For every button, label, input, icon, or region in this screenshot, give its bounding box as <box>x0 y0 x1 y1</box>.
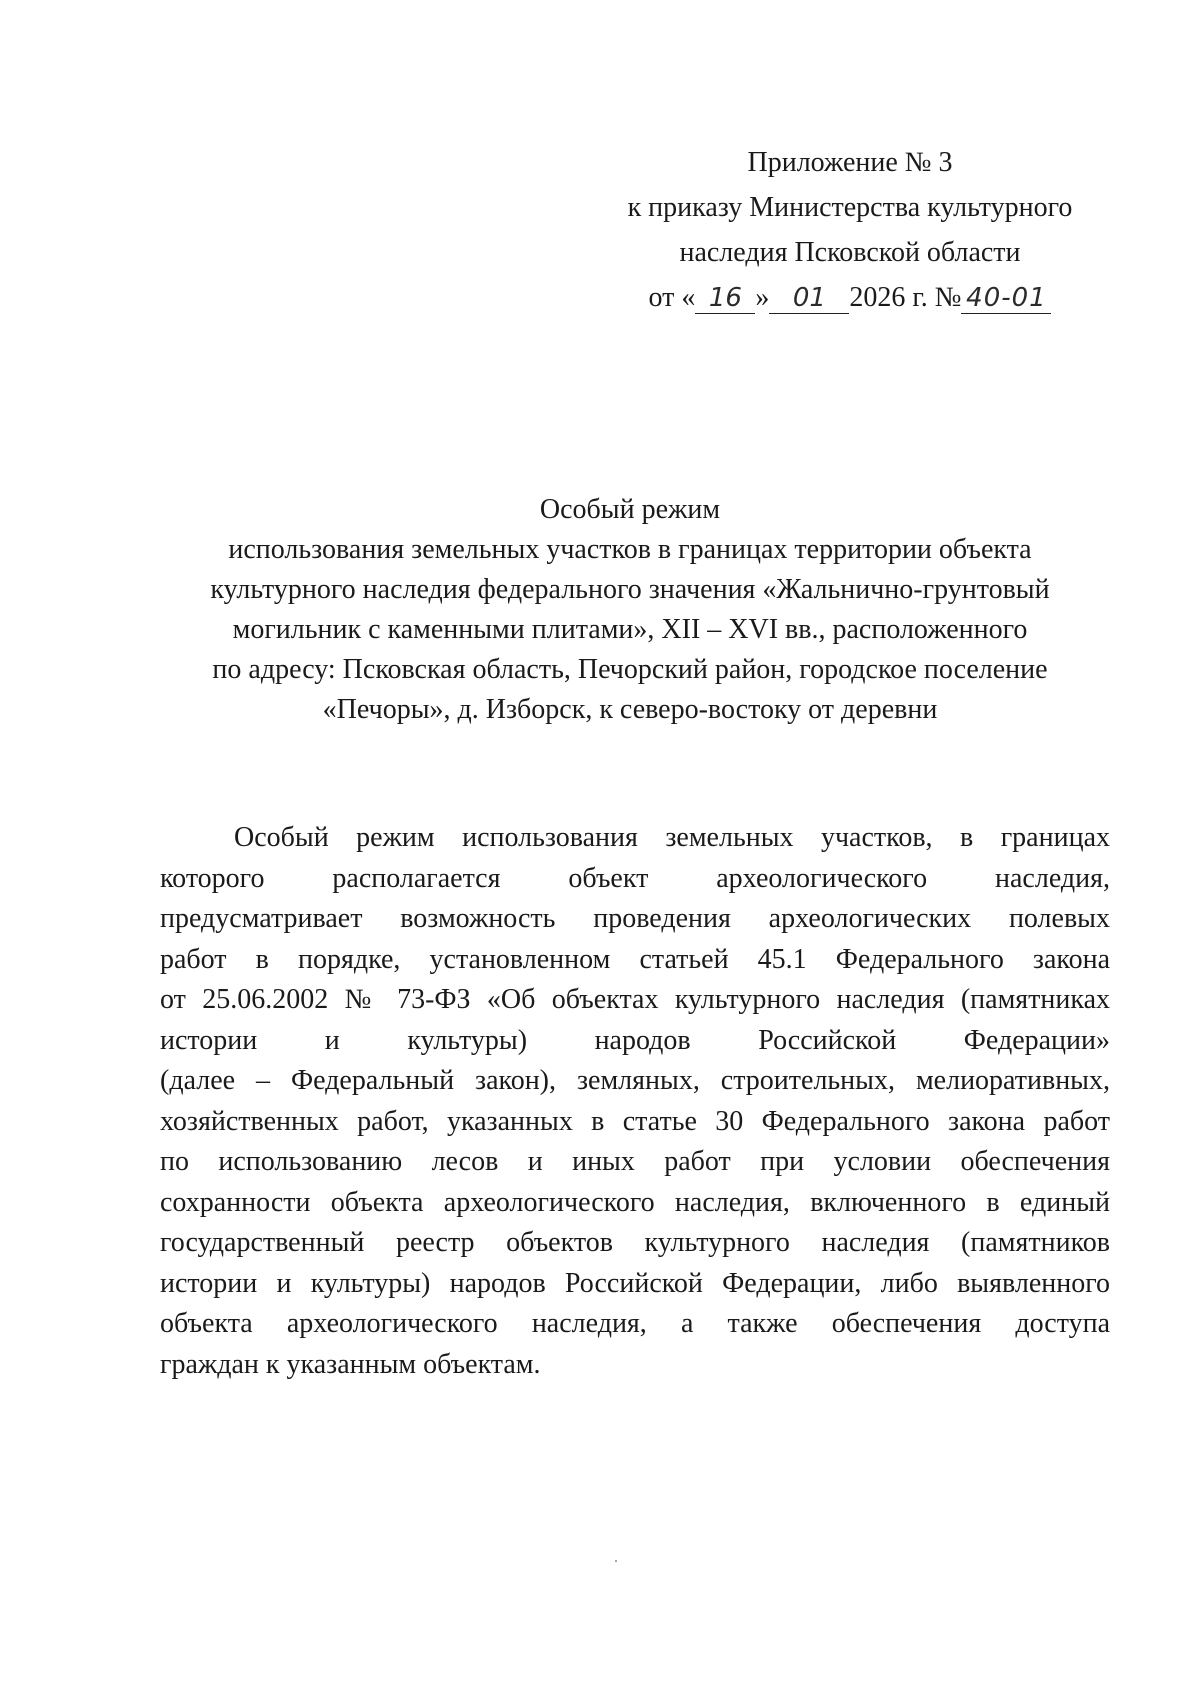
scan-speck <box>615 1560 617 1562</box>
body-line: сохранности объекта археологического наследия, включенного в единый <box>160 1186 1110 1218</box>
body-line: истории и культуры) народов Российской Федерации, либо выявленного <box>160 1267 1110 1299</box>
body-line: предусматривает возможность проведения археологических полевых <box>160 903 1110 934</box>
body-line: которого располагается объект археологического наследия, <box>160 862 1110 894</box>
date-mid: » <box>755 282 770 313</box>
date-prefix: от « <box>648 282 696 313</box>
order-date-line <box>590 275 1110 320</box>
handwritten-order-number: 40-01 <box>961 283 1051 314</box>
title-line-4: могильник с каменными плитами», XII – XVI вв., расположенного <box>232 614 1028 645</box>
title-line-1: Особый режим <box>539 494 721 525</box>
title-line-2: использования земельных участков в границах территории объекта <box>228 534 1032 565</box>
body-line: Особый режим использования земельных участков, в границах <box>234 822 1110 853</box>
appendix-header <box>590 140 1110 320</box>
body-line: (далее – Федеральный закон), земляных, строительных, мелиоративных, <box>160 1065 1110 1096</box>
title-line-3: культурного наследия федерального значения «Жальнично-грунтовый <box>210 574 1050 605</box>
date-year: 2026 г. № <box>849 282 962 313</box>
handwritten-month: 01 <box>769 283 849 314</box>
title-line-5: по адресу: Псковская область, Печорский район, городское поселение <box>212 654 1048 685</box>
appendix-order-reference: к приказу Министерства культурного <box>627 192 1073 223</box>
body-line: от 25.06.2002 № 73-ФЗ «Об объектах культурного наследия (памятниках <box>160 984 1110 1015</box>
body-line: по использованию лесов и иных работ при условии обеспечения <box>160 1146 1110 1177</box>
body-line: объекта археологического наследия, а также обеспечения доступа <box>160 1308 1110 1339</box>
body-line: истории и культуры) народов Российской Федерации» <box>160 1024 1110 1056</box>
document-title <box>150 490 1110 730</box>
body-line: государственный реестр объектов культурного наследия (памятников <box>160 1227 1110 1258</box>
title-line-6: «Печоры», д. Изборск, к северо-востоку от деревни <box>322 694 938 725</box>
appendix-number: Приложение № 3 <box>747 147 953 178</box>
body-line: работ в порядке, установленном статьей 45.1 Федерального закона <box>160 943 1110 975</box>
handwritten-day: 16 <box>695 283 755 314</box>
body-paragraph <box>160 818 1110 1385</box>
appendix-ministry: наследия Псковской области <box>679 237 1021 268</box>
body-line: граждан к указанным объектам. <box>160 1348 541 1380</box>
body-line: хозяйственных работ, указанных в статье 30 Федерального закона работ <box>160 1105 1110 1137</box>
